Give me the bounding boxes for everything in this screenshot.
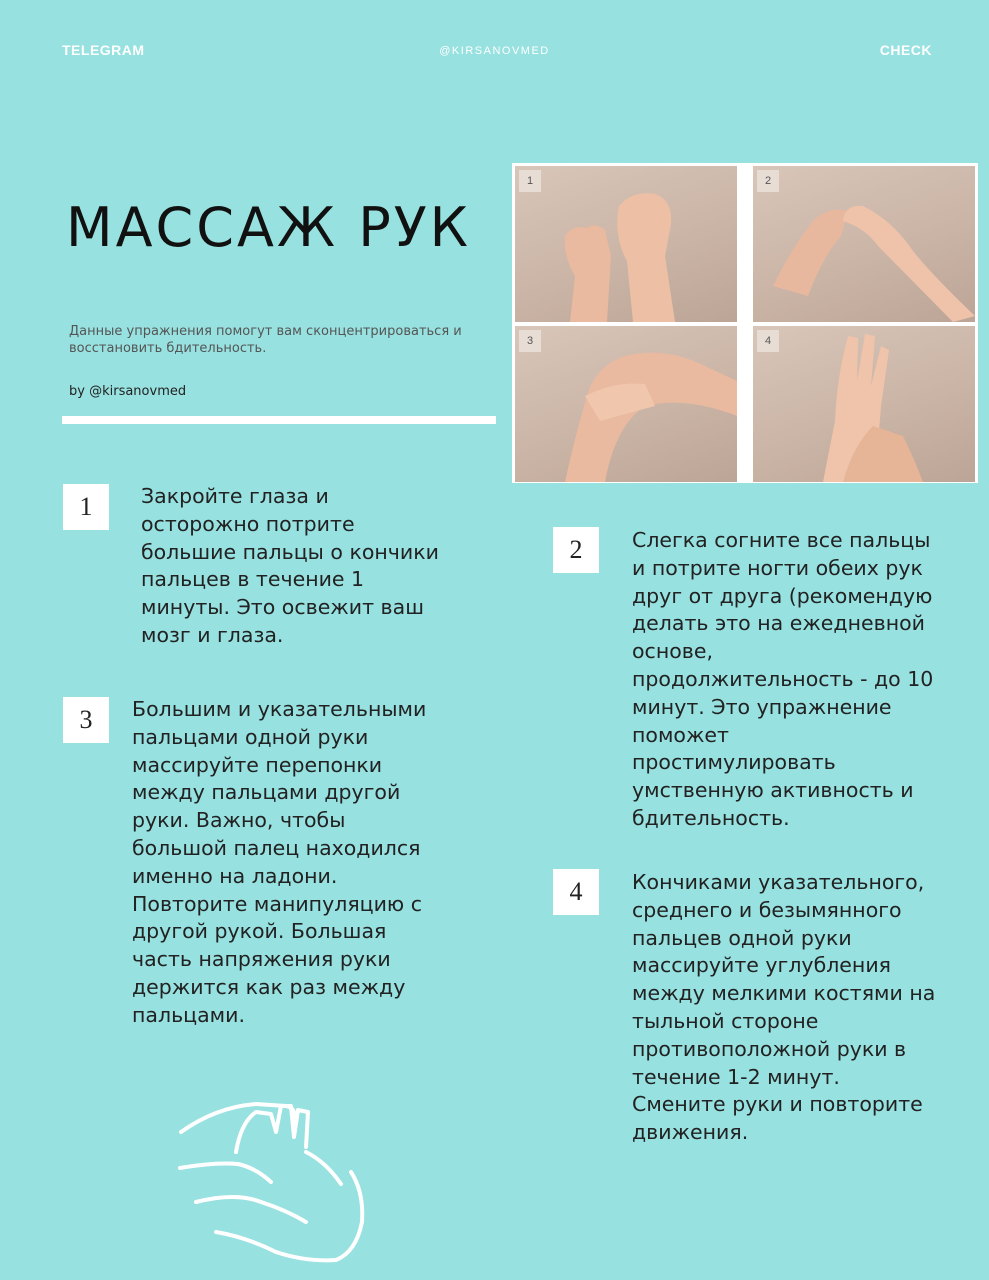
header-handle: @KIRSANOVMED xyxy=(439,45,550,57)
photo-number: 3 xyxy=(519,330,541,352)
step-text-4: Кончиками указательного, среднего и безымянного пальцев одной руки массируйте углубления между мелкими костями на тыльной стороне противоположной руки в течение 1-2 минут. Смените руки и повторите движения. xyxy=(632,870,936,1145)
page-title: МАССАЖ РУК xyxy=(66,196,472,259)
divider xyxy=(62,416,496,424)
photo-step-3 xyxy=(515,326,737,482)
subtitle: Данные упражнения помогут вам сконцентрироваться и восстановить бдительность. xyxy=(69,324,462,356)
photo-step-1 xyxy=(515,166,737,322)
step-badge-4: 4 xyxy=(553,869,599,915)
header-telegram[interactable]: TELEGRAM xyxy=(62,42,145,58)
byline: by @kirsanovmed xyxy=(69,384,187,399)
photo-step-4 xyxy=(753,326,975,482)
hands-outline-icon xyxy=(176,1092,376,1272)
photo-grid xyxy=(512,163,978,483)
step-badge-3: 3 xyxy=(63,697,109,743)
photo-number: 2 xyxy=(757,170,779,192)
photo-number: 1 xyxy=(519,170,541,192)
photo-number: 4 xyxy=(757,330,779,352)
step-text-1: Закройте глаза и осторожно потрите большие пальцы о кончики пальцев в течение 1 минуты. Это освежит ваш мозг и глаза. xyxy=(141,484,439,647)
step-badge-1: 1 xyxy=(63,484,109,530)
step-text-3: Большим и указательными пальцами одной руки массируйте перепонки между пальцами другой руки. Важно, чтобы большой палец находился именно на ладони. Повторите манипуляцию с другой рукой. Большая часть напряжения руки держится как раз между пальцами. xyxy=(132,697,427,1027)
header-check[interactable]: CHECK xyxy=(879,42,932,58)
step-text-2: Слегка согните все пальцы и потрите ногти обеих рук друг от друга (рекомендую делать это на ежедневной основе, продолжительность - до 10 минут. Это упражнение поможет простимулировать умственную активность и бдительность. xyxy=(632,528,934,830)
photo-step-2 xyxy=(753,166,975,322)
step-badge-2: 2 xyxy=(553,527,599,573)
